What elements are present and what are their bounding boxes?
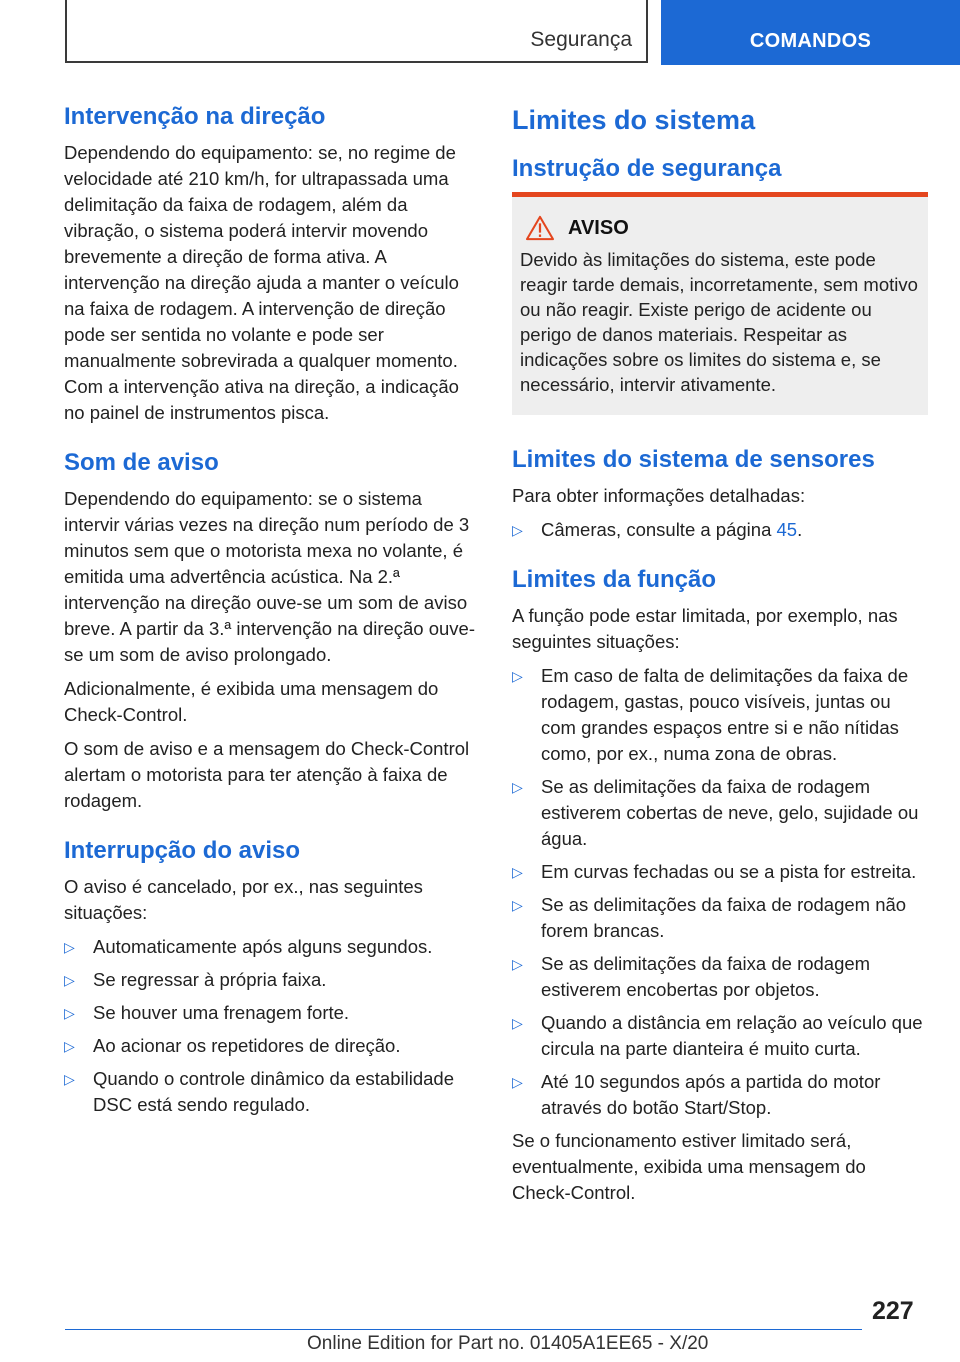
triangle-bullet-icon: ▷ (512, 779, 523, 795)
list-item: ▷ Ao acionar os repetidores de direção. (64, 1033, 478, 1059)
paragraph: A função pode estar limitada, por exemplo, nas seguintes situações: (512, 605, 898, 652)
warning-text: Devido às limitações do sistema, este pode reagir tarde demais, incorretamente, sem motivo ou não reagir. Existe perigo de acidente ou perigo de danos materiais. Respeitar as indicações sobre os limites do sistema e, se necessário, intervir ativamente. (520, 249, 918, 395)
list-item: ▷ Se as delimitações da faixa de rodagem estiverem cobertas de neve, gelo, sujidade ou água. (512, 776, 919, 849)
triangle-bullet-icon: ▷ (64, 1038, 75, 1054)
list-item: ▷ Se regressar à própria faixa. (64, 967, 478, 993)
warning-header (524, 215, 918, 241)
section-heading-steering: Intervenção na direção (64, 103, 326, 130)
left-column (64, 100, 478, 1125)
triangle-bullet-icon: ▷ (64, 1071, 75, 1087)
list-item: ▷ Em caso de falta de delimitações da faixa de rodagem, gastas, pouco visíveis, juntas ou com grandes espaços entre si e não nítidas como, por ex., numa zona de obras. (512, 665, 909, 764)
chapter-heading-system-limits: Limites do sistema (512, 105, 756, 135)
triangle-bullet-icon: ▷ (64, 939, 75, 955)
footer-edition: Online Edition for Part no. 01405A1EE65 - X/20 (307, 1333, 709, 1354)
triangle-bullet-icon: ▷ (512, 668, 523, 684)
triangle-bullet-icon: ▷ (512, 956, 523, 972)
section-heading-sensor-limits: Limites do sistema de sensores (512, 446, 875, 473)
paragraph: Dependendo do equipamento: se, no regime de velocidade até 210 km/h, for ultrapassada uma delimitação da faixa de rodagem, além da vibração, o sistema poderá intervir movendo brevemente a direção de forma ativa. A intervenção na direção ajuda a manter o veículo na faixa de rodagem. A intervenção de direção pode ser sentida no volante e pode ser manualmente sobrevirada a qualquer momento. Com a intervenção ativa na direção, a indicação no painel de instrumentos pisca. (64, 142, 459, 423)
section-heading-warning-interruption: Interrupção do aviso (64, 837, 301, 864)
list-item: ▷ Se as delimitações da faixa de rodagem estiverem encobertas por objetos. (512, 953, 871, 1000)
list-item: ▷ Câmeras, consulte a página 45. (512, 517, 928, 543)
header-section-box (65, 0, 648, 63)
triangle-bullet-icon: ▷ (64, 972, 75, 988)
paragraph: O aviso é cancelado, por ex., nas seguintes situações: (64, 876, 423, 923)
triangle-bullet-icon: ▷ (64, 1005, 75, 1021)
right-column (512, 100, 928, 1214)
list-item: ▷ Automaticamente após alguns segundos. (64, 934, 478, 960)
list-item: ▷ Se houver uma frenagem forte. (64, 1000, 478, 1026)
sensor-list (512, 517, 928, 543)
chapter-tab-label: COMANDOS (749, 30, 872, 52)
section-heading-safety: Instrução de segurança (512, 155, 782, 182)
footer-divider (65, 1329, 862, 1330)
section-heading-warning-sound: Som de aviso (64, 449, 219, 476)
list-item: ▷ Se as delimitações da faixa de rodagem não forem brancas. (512, 894, 907, 941)
list-item: ▷ Até 10 segundos após a partida do motor através do botão Start/Stop. (512, 1071, 881, 1118)
page-reference-link[interactable]: 45 (776, 519, 798, 540)
triangle-bullet-icon: ▷ (512, 1015, 523, 1031)
section-title: Segurança (530, 28, 632, 51)
page-number: 227 (872, 1297, 914, 1325)
list-item: ▷ Em curvas fechadas ou se a pista for estreita. (512, 859, 928, 885)
chapter-tab (661, 0, 960, 65)
warning-box (512, 192, 928, 415)
paragraph: Se o funcionamento estiver limitado será, eventualmente, exibida uma mensagem do Check-Control. (512, 1130, 866, 1203)
list-item: ▷ Quando o controle dinâmico da estabilidade DSC está sendo regulado. (64, 1068, 454, 1115)
paragraph: Adicionalmente, é exibida uma mensagem do Check-Control. (64, 678, 439, 725)
paragraph: Para obter informações detalhadas: (512, 485, 806, 506)
interruption-list (64, 934, 478, 1118)
warning-title: AVISO (568, 216, 629, 239)
triangle-bullet-icon: ▷ (512, 522, 523, 538)
paragraph: O som de aviso e a mensagem do Check-Control alertam o motorista para ter atenção à faixa de rodagem. (64, 738, 470, 811)
list-item: ▷ Quando a distância em relação ao veículo que circula na parte dianteira é muito curta. (512, 1012, 923, 1059)
paragraph: Dependendo do equipamento: se o sistema intervir várias vezes na direção num período de 3 minutos sem que o motorista mexa no volante, é emitida uma advertência acústica. Na 2.ª intervenção na direção ouve-se um som de aviso breve. A partir da 3.ª intervenção na direção ouve-se um som de aviso prolongado. (64, 488, 476, 665)
section-heading-function-limits: Limites da função (512, 566, 717, 593)
triangle-bullet-icon: ▷ (512, 1074, 523, 1090)
function-limits-list (512, 663, 928, 1121)
triangle-bullet-icon: ▷ (512, 864, 523, 880)
warning-triangle-icon (524, 215, 556, 241)
triangle-bullet-icon: ▷ (512, 897, 523, 913)
